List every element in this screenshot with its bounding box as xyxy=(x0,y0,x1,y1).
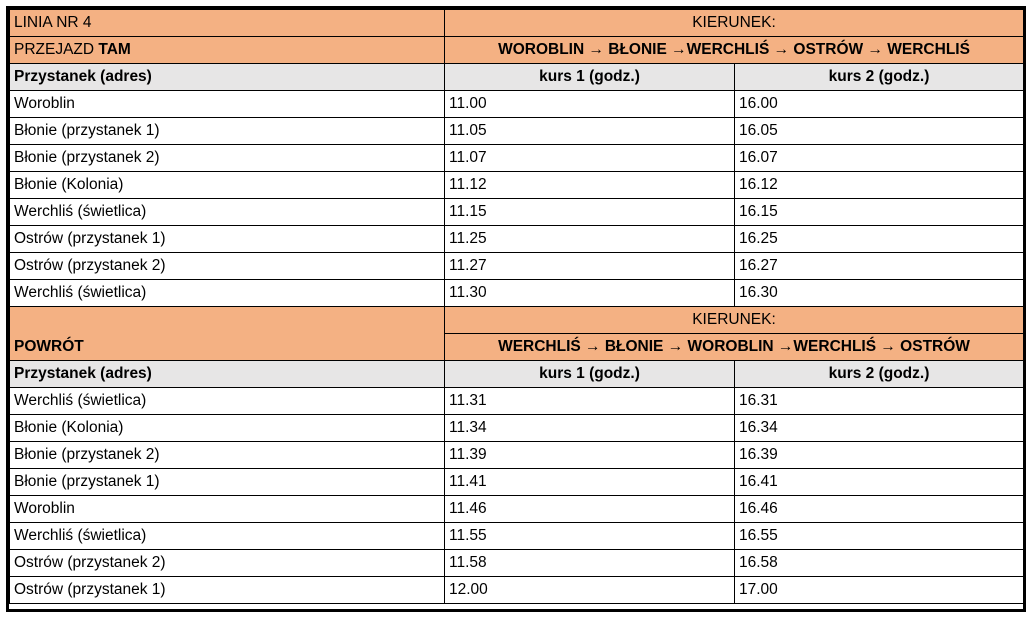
table-row xyxy=(10,469,1024,496)
column-header-stop: Przystanek (adres) xyxy=(10,64,445,91)
kurs2-cell: 16.30 xyxy=(735,280,1024,307)
kurs1-cell: 11.25 xyxy=(445,226,735,253)
column-header-kurs1: kurs 1 (godz.) xyxy=(445,361,735,388)
column-header-stop: Przystanek (adres) xyxy=(10,361,445,388)
kurs2-cell: 16.34 xyxy=(735,415,1024,442)
kurs1-cell: 11.27 xyxy=(445,253,735,280)
table-row xyxy=(10,550,1024,577)
kurs1-cell: 11.46 xyxy=(445,496,735,523)
kurs2-cell: 16.15 xyxy=(735,199,1024,226)
kurs2-cell: 16.12 xyxy=(735,172,1024,199)
stop-cell: Werchliś (świetlica) xyxy=(10,280,445,307)
table-row xyxy=(10,226,1024,253)
stop-cell: Błonie (przystanek 2) xyxy=(10,442,445,469)
header-row-powrot-1 xyxy=(10,307,1024,334)
stop-cell: Werchliś (świetlica) xyxy=(10,199,445,226)
kurs1-cell: 11.00 xyxy=(445,91,735,118)
table-row xyxy=(10,577,1024,604)
route-tam: WOROBLIN → BŁONIE →WERCHLIŚ → OSTRÓW → WERCHLIŚ xyxy=(445,37,1024,64)
route-powrot: WERCHLIŚ → BŁONIE → WOROBLIN →WERCHLIŚ → OSTRÓW xyxy=(445,334,1024,361)
table-row xyxy=(10,442,1024,469)
kurs1-cell: 12.00 xyxy=(445,577,735,604)
column-header-kurs2: kurs 2 (godz.) xyxy=(735,361,1024,388)
table-row xyxy=(10,91,1024,118)
kurs1-cell: 11.07 xyxy=(445,145,735,172)
trip-label-powrot: POWRÓT xyxy=(10,307,445,361)
trip-bold: TAM xyxy=(98,41,131,58)
stop-cell: Błonie (przystanek 1) xyxy=(10,118,445,145)
table-row xyxy=(10,199,1024,226)
table-row xyxy=(10,145,1024,172)
kurs1-cell: 11.39 xyxy=(445,442,735,469)
kurs1-cell: 11.41 xyxy=(445,469,735,496)
kurs2-cell: 16.58 xyxy=(735,550,1024,577)
kurs1-cell: 11.05 xyxy=(445,118,735,145)
stop-cell: Woroblin xyxy=(10,91,445,118)
trip-prefix: PRZEJAZD xyxy=(14,41,99,58)
stop-cell: Ostrów (przystanek 1) xyxy=(10,577,445,604)
direction-label-tam: KIERUNEK: xyxy=(445,10,1024,37)
stop-cell: Ostrów (przystanek 2) xyxy=(10,253,445,280)
kurs1-cell: 11.55 xyxy=(445,523,735,550)
stop-cell: Werchliś (świetlica) xyxy=(10,388,445,415)
kurs2-cell: 16.27 xyxy=(735,253,1024,280)
timetable-frame xyxy=(6,6,1026,612)
table-row xyxy=(10,253,1024,280)
kurs2-cell: 16.55 xyxy=(735,523,1024,550)
column-header-kurs2: kurs 2 (godz.) xyxy=(735,64,1024,91)
kurs2-cell: 16.05 xyxy=(735,118,1024,145)
trip-label-tam xyxy=(10,37,445,64)
kurs1-cell: 11.31 xyxy=(445,388,735,415)
table-row xyxy=(10,118,1024,145)
kurs1-cell: 11.30 xyxy=(445,280,735,307)
stop-cell: Ostrów (przystanek 1) xyxy=(10,226,445,253)
kurs1-cell: 11.58 xyxy=(445,550,735,577)
stop-cell: Błonie (Kolonia) xyxy=(10,172,445,199)
stop-cell: Werchliś (świetlica) xyxy=(10,523,445,550)
table-row xyxy=(10,172,1024,199)
kurs2-cell: 16.07 xyxy=(735,145,1024,172)
table-row xyxy=(10,523,1024,550)
header-row-tam-1 xyxy=(10,10,1024,37)
kurs1-cell: 11.34 xyxy=(445,415,735,442)
kurs2-cell: 16.00 xyxy=(735,91,1024,118)
table-row xyxy=(10,280,1024,307)
table-row xyxy=(10,415,1024,442)
kurs1-cell: 11.12 xyxy=(445,172,735,199)
kurs1-cell: 11.15 xyxy=(445,199,735,226)
kurs2-cell: 16.41 xyxy=(735,469,1024,496)
column-header-row-tam xyxy=(10,64,1024,91)
kurs2-cell: 17.00 xyxy=(735,577,1024,604)
header-row-tam-2 xyxy=(10,37,1024,64)
direction-label-powrot: KIERUNEK: xyxy=(445,307,1024,334)
kurs2-cell: 16.39 xyxy=(735,442,1024,469)
timetable xyxy=(9,9,1024,604)
column-header-row-powrot xyxy=(10,361,1024,388)
kurs2-cell: 16.31 xyxy=(735,388,1024,415)
line-label: LINIA NR 4 xyxy=(10,10,445,37)
stop-cell: Błonie (Kolonia) xyxy=(10,415,445,442)
kurs2-cell: 16.25 xyxy=(735,226,1024,253)
stop-cell: Błonie (przystanek 2) xyxy=(10,145,445,172)
table-row xyxy=(10,388,1024,415)
stop-cell: Błonie (przystanek 1) xyxy=(10,469,445,496)
kurs2-cell: 16.46 xyxy=(735,496,1024,523)
stop-cell: Woroblin xyxy=(10,496,445,523)
table-row xyxy=(10,496,1024,523)
stop-cell: Ostrów (przystanek 2) xyxy=(10,550,445,577)
column-header-kurs1: kurs 1 (godz.) xyxy=(445,64,735,91)
